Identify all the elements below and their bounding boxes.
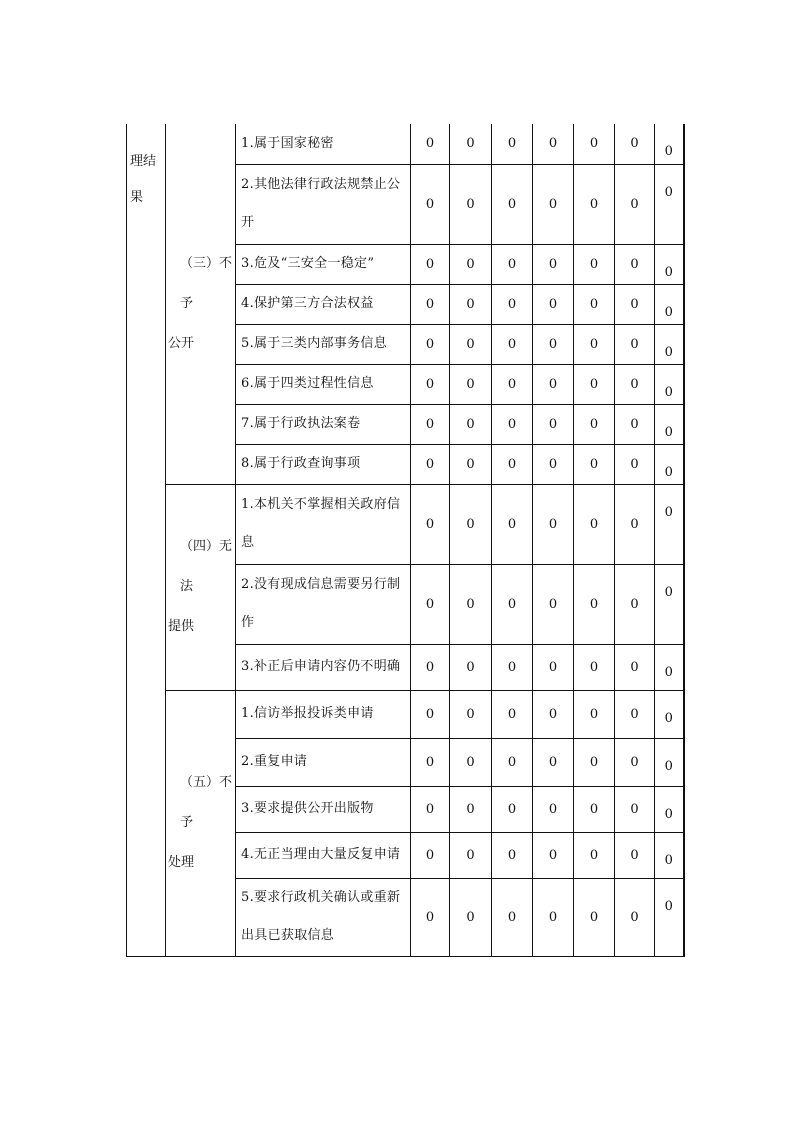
group-label bbox=[166, 484, 236, 690]
cell-value: 0 bbox=[655, 786, 684, 832]
cell-value: 0 bbox=[533, 878, 574, 956]
cell-value: 0 bbox=[533, 564, 574, 644]
cell-value: 0 bbox=[492, 786, 533, 832]
cell-value: 0 bbox=[574, 878, 615, 956]
cell-value: 0 bbox=[411, 690, 450, 738]
cell-value: 0 bbox=[655, 364, 684, 404]
cell-value: 0 bbox=[533, 786, 574, 832]
cell-value: 0 bbox=[533, 484, 574, 564]
row-item-label: 4.无正当理由大量反复申请 bbox=[236, 832, 411, 878]
cell-value: 0 bbox=[533, 832, 574, 878]
cell-value: 0 bbox=[574, 164, 615, 244]
cell-value: 0 bbox=[492, 244, 533, 284]
cell-value: 0 bbox=[655, 690, 684, 738]
cell-value: 0 bbox=[574, 786, 615, 832]
cell-value: 0 bbox=[655, 484, 684, 564]
cell-value: 0 bbox=[615, 832, 655, 878]
cell-value: 0 bbox=[574, 404, 615, 444]
row-item-label: 6.属于四类过程性信息 bbox=[236, 364, 411, 404]
cell-value: 0 bbox=[574, 444, 615, 484]
row-item-label: 1.信访举报投诉类申请 bbox=[236, 690, 411, 738]
cell-value: 0 bbox=[450, 244, 492, 284]
cell-value: 0 bbox=[492, 324, 533, 364]
cell-value: 0 bbox=[492, 644, 533, 690]
cell-value: 0 bbox=[533, 644, 574, 690]
cell-value: 0 bbox=[574, 644, 615, 690]
cell-value: 0 bbox=[533, 244, 574, 284]
cell-value: 0 bbox=[492, 164, 533, 244]
cell-value: 0 bbox=[411, 644, 450, 690]
cell-value: 0 bbox=[615, 690, 655, 738]
cell-value: 0 bbox=[615, 786, 655, 832]
table-row bbox=[127, 124, 684, 164]
cell-value: 0 bbox=[574, 738, 615, 786]
cell-value: 0 bbox=[655, 324, 684, 364]
cell-value: 0 bbox=[492, 878, 533, 956]
cell-value: 0 bbox=[615, 244, 655, 284]
cell-value: 0 bbox=[574, 124, 615, 164]
cell-value: 0 bbox=[574, 484, 615, 564]
cell-value: 0 bbox=[655, 444, 684, 484]
cell-value: 0 bbox=[492, 284, 533, 324]
cell-value: 0 bbox=[615, 738, 655, 786]
cell-value: 0 bbox=[411, 786, 450, 832]
cell-value: 0 bbox=[655, 284, 684, 324]
row-item-label: 5.属于三类内部事务信息 bbox=[236, 324, 411, 364]
row-item-label: 8.属于行政查询事项 bbox=[236, 444, 411, 484]
cell-value: 0 bbox=[450, 878, 492, 956]
cell-value: 0 bbox=[655, 644, 684, 690]
row-item-label: 4.保护第三方合法权益 bbox=[236, 284, 411, 324]
cell-value: 0 bbox=[450, 444, 492, 484]
disclosure-results-table bbox=[126, 124, 685, 957]
cell-value: 0 bbox=[615, 364, 655, 404]
cell-value: 0 bbox=[655, 832, 684, 878]
row-item-label: 3.危及“三安全一稳定” bbox=[236, 244, 411, 284]
cell-value: 0 bbox=[574, 324, 615, 364]
cell-value: 0 bbox=[450, 738, 492, 786]
cell-value: 0 bbox=[450, 832, 492, 878]
row-item-label: 1.属于国家秘密 bbox=[236, 124, 411, 164]
cell-value: 0 bbox=[411, 738, 450, 786]
cell-value: 0 bbox=[411, 284, 450, 324]
group-label-line1: （三）不予 bbox=[180, 255, 233, 311]
cell-value: 0 bbox=[450, 164, 492, 244]
cell-value: 0 bbox=[450, 404, 492, 444]
cell-value: 0 bbox=[533, 324, 574, 364]
cell-value: 0 bbox=[411, 832, 450, 878]
cell-value: 0 bbox=[615, 564, 655, 644]
cell-value: 0 bbox=[492, 484, 533, 564]
cell-value: 0 bbox=[655, 124, 684, 164]
cell-value: 0 bbox=[450, 564, 492, 644]
cell-value: 0 bbox=[411, 564, 450, 644]
table-row bbox=[127, 484, 684, 564]
cell-value: 0 bbox=[533, 124, 574, 164]
group-label-line1: （四）无法 bbox=[180, 539, 233, 594]
cell-value: 0 bbox=[574, 564, 615, 644]
cell-value: 0 bbox=[615, 484, 655, 564]
cell-value: 0 bbox=[450, 690, 492, 738]
cell-value: 0 bbox=[615, 404, 655, 444]
cell-value: 0 bbox=[533, 164, 574, 244]
cell-value: 0 bbox=[655, 244, 684, 284]
cell-value: 0 bbox=[492, 564, 533, 644]
cell-value: 0 bbox=[492, 444, 533, 484]
cell-value: 0 bbox=[492, 738, 533, 786]
cell-value: 0 bbox=[450, 324, 492, 364]
cell-value: 0 bbox=[615, 444, 655, 484]
cell-value: 0 bbox=[655, 164, 684, 244]
cell-value: 0 bbox=[411, 364, 450, 404]
cell-value: 0 bbox=[533, 404, 574, 444]
cell-value: 0 bbox=[450, 124, 492, 164]
row-item-label: 5.要求行政机关确认或重新出具已获取信息 bbox=[236, 878, 411, 956]
section-label: 理结果 bbox=[127, 124, 166, 956]
cell-value: 0 bbox=[492, 690, 533, 738]
cell-value: 0 bbox=[450, 786, 492, 832]
row-item-label: 3.补正后申请内容仍不明确 bbox=[236, 644, 411, 690]
cell-value: 0 bbox=[533, 444, 574, 484]
cell-value: 0 bbox=[574, 832, 615, 878]
cell-value: 0 bbox=[533, 284, 574, 324]
row-item-label: 2.没有现成信息需要另行制作 bbox=[236, 564, 411, 644]
group-label bbox=[166, 690, 236, 956]
cell-value: 0 bbox=[615, 124, 655, 164]
row-item-label: 2.重复申请 bbox=[236, 738, 411, 786]
cell-value: 0 bbox=[615, 324, 655, 364]
cell-value: 0 bbox=[411, 878, 450, 956]
row-item-label: 7.属于行政执法案卷 bbox=[236, 404, 411, 444]
cell-value: 0 bbox=[615, 878, 655, 956]
cell-value: 0 bbox=[574, 690, 615, 738]
cell-value: 0 bbox=[411, 164, 450, 244]
cell-value: 0 bbox=[574, 244, 615, 284]
cell-value: 0 bbox=[450, 284, 492, 324]
cell-value: 0 bbox=[450, 484, 492, 564]
cell-value: 0 bbox=[615, 284, 655, 324]
group-label bbox=[166, 124, 236, 484]
cell-value: 0 bbox=[655, 878, 684, 956]
cell-value: 0 bbox=[533, 738, 574, 786]
cell-value: 0 bbox=[533, 690, 574, 738]
table-row bbox=[127, 690, 684, 738]
cell-value: 0 bbox=[492, 832, 533, 878]
cell-value: 0 bbox=[533, 364, 574, 404]
cell-value: 0 bbox=[615, 164, 655, 244]
cell-value: 0 bbox=[411, 404, 450, 444]
cell-value: 0 bbox=[574, 284, 615, 324]
cell-value: 0 bbox=[492, 364, 533, 404]
cell-value: 0 bbox=[450, 644, 492, 690]
cell-value: 0 bbox=[615, 644, 655, 690]
cell-value: 0 bbox=[411, 324, 450, 364]
group-label-line2: 提供 bbox=[168, 619, 195, 634]
cell-value: 0 bbox=[492, 124, 533, 164]
cell-value: 0 bbox=[574, 364, 615, 404]
cell-value: 0 bbox=[450, 364, 492, 404]
row-item-label: 3.要求提供公开出版物 bbox=[236, 786, 411, 832]
cell-value: 0 bbox=[655, 738, 684, 786]
cell-value: 0 bbox=[411, 124, 450, 164]
group-label-line2: 处理 bbox=[168, 855, 195, 870]
group-label-line1: （五）不予 bbox=[180, 775, 233, 830]
cell-value: 0 bbox=[411, 244, 450, 284]
cell-value: 0 bbox=[655, 404, 684, 444]
cell-value: 0 bbox=[492, 404, 533, 444]
group-label-line2: 公开 bbox=[168, 335, 195, 351]
cell-value: 0 bbox=[411, 484, 450, 564]
row-item-label: 1.本机关不掌握相关政府信息 bbox=[236, 484, 411, 564]
cell-value: 0 bbox=[411, 444, 450, 484]
row-item-label: 2.其他法律行政法规禁止公开 bbox=[236, 164, 411, 244]
cell-value: 0 bbox=[655, 564, 684, 644]
